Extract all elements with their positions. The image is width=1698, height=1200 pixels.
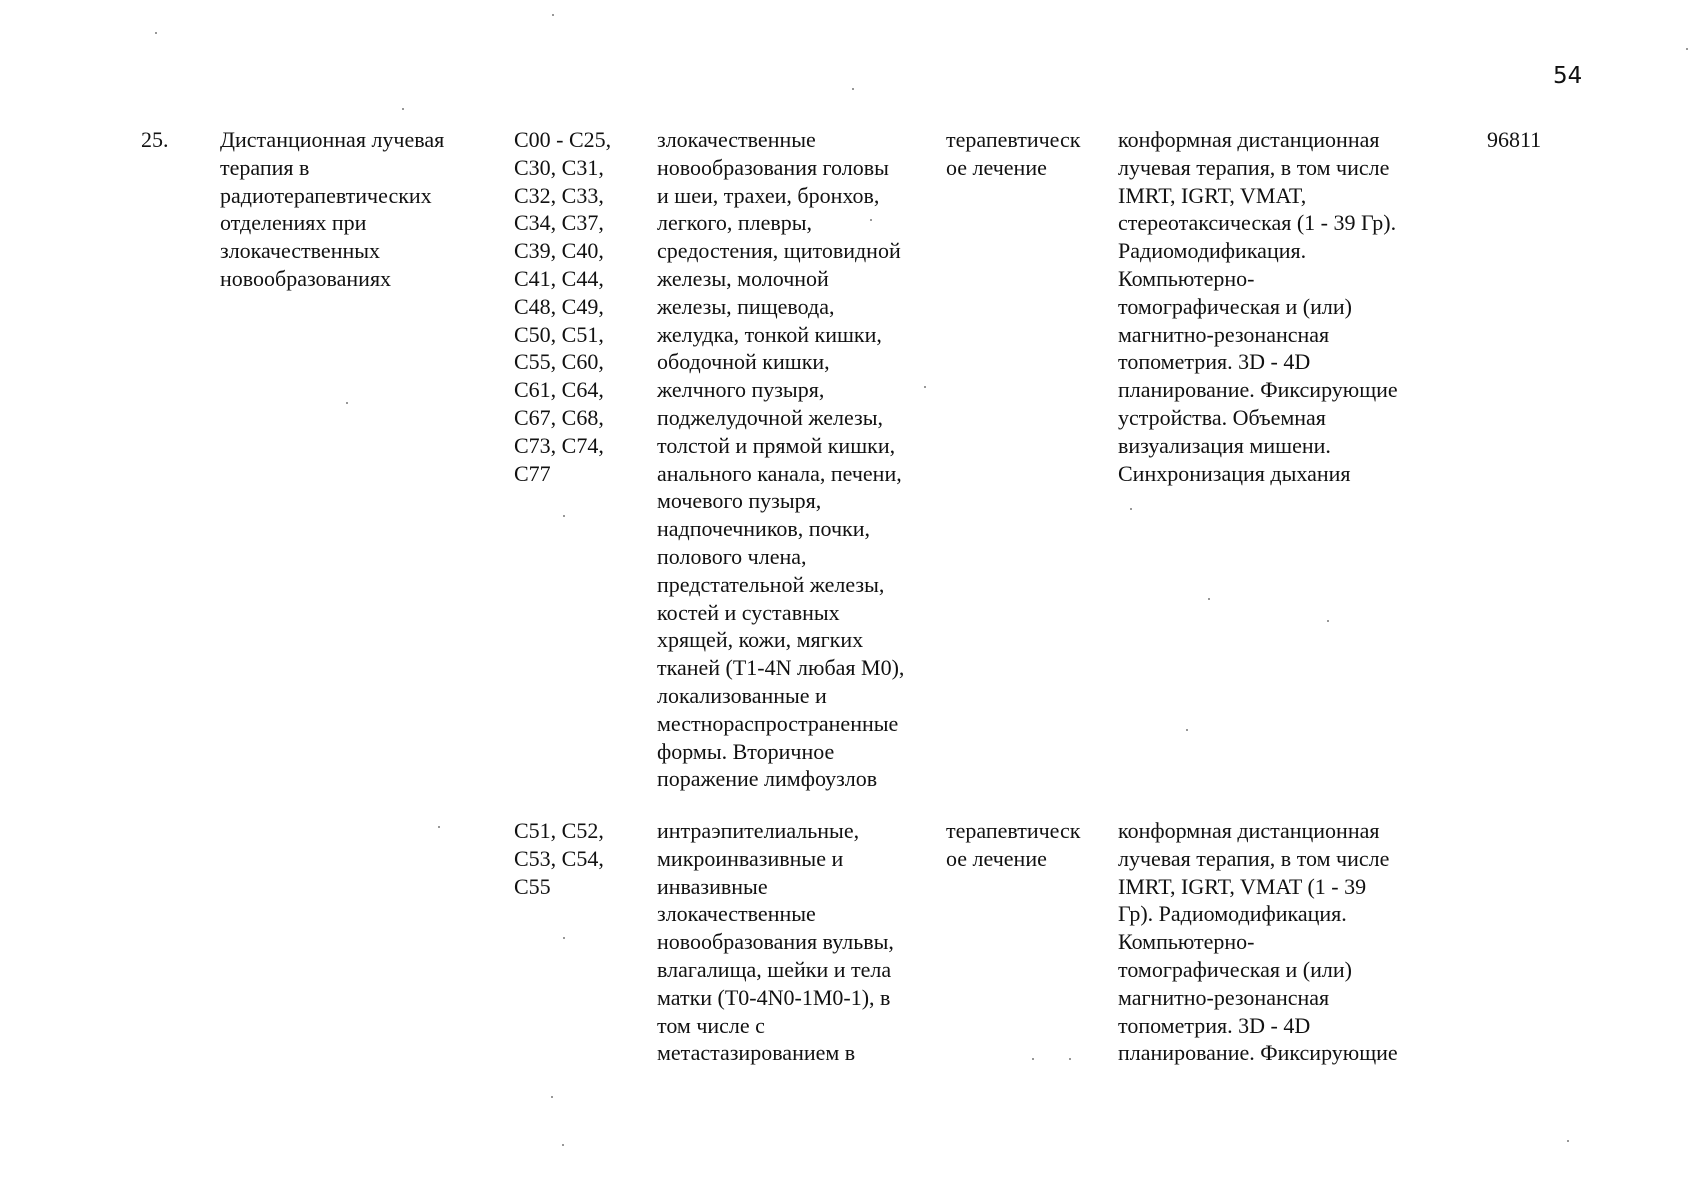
diagnosis-codes: C00 - C25, C30, C31, C32, C33, C34, C37, C39, C40, C41, C44, C48, C49, C50, C51, C55, C60, C61, C64, C67, C68, C73, C74, C77 — [514, 127, 612, 486]
treatment-type: терапевтическ ое лечение — [946, 818, 1081, 871]
treatment-method: конформная дистанционная лучевая терапия, в том числе IMRT, IGRT, VMAT, стереотаксическая (1 - 39 Гр). Радиомодификация. Компьютерно- томографическая и (или) магнитно-резонансная топометрия. 3D - 4D планирование. Фиксирующие устройства. Объемная визуализация мишени. Синхронизация дыхания — [1118, 127, 1398, 486]
cost-value: 96811 — [1487, 127, 1542, 152]
page-number: 54 — [1553, 63, 1583, 89]
procedure-name: Дистанционная лучевая терапия в радиотерапевтических отделениях при злокачественных новообразованиях — [220, 127, 445, 291]
diagnosis-codes: C51, C52, C53, C54, C55 — [514, 818, 604, 899]
patient-model: интраэпителиальные, микроинвазивные и инвазивные злокачественные новообразования вульвы, влагалища, шейки и тела матки (T0-4N0-1M0-1), в том числе с метастазированием в — [657, 818, 894, 1066]
patient-model: злокачественные новообразования головы и шеи, трахеи, бронхов, легкого, плевры, средостения, щитовидной железы, молочной железы, пищевода, желудка, тонкой кишки, ободочной кишки, желчного пузыря, поджелудочной железы, толстой и прямой кишки, анального канала, печени, мочевого пузыря, надпочечников, почки, полового члена, предстательной железы, костей и суставных хрящей, кожи, мягких тканей (T1-4N любая M0), локализованные и местнораспространенные формы. Вторичное поражение лимфоузлов — [657, 127, 905, 792]
row-number: 25. — [141, 127, 169, 152]
treatment-type: терапевтическ ое лечение — [946, 127, 1081, 180]
treatment-method: конформная дистанционная лучевая терапия, в том числе IMRT, IGRT, VMAT (1 - 39 Гр). Радиомодификация. Компьютерно- томографическая и (или) магнитно-резонансная топометрия. 3D - 4D планирование. Фиксирующие — [1118, 818, 1398, 1066]
